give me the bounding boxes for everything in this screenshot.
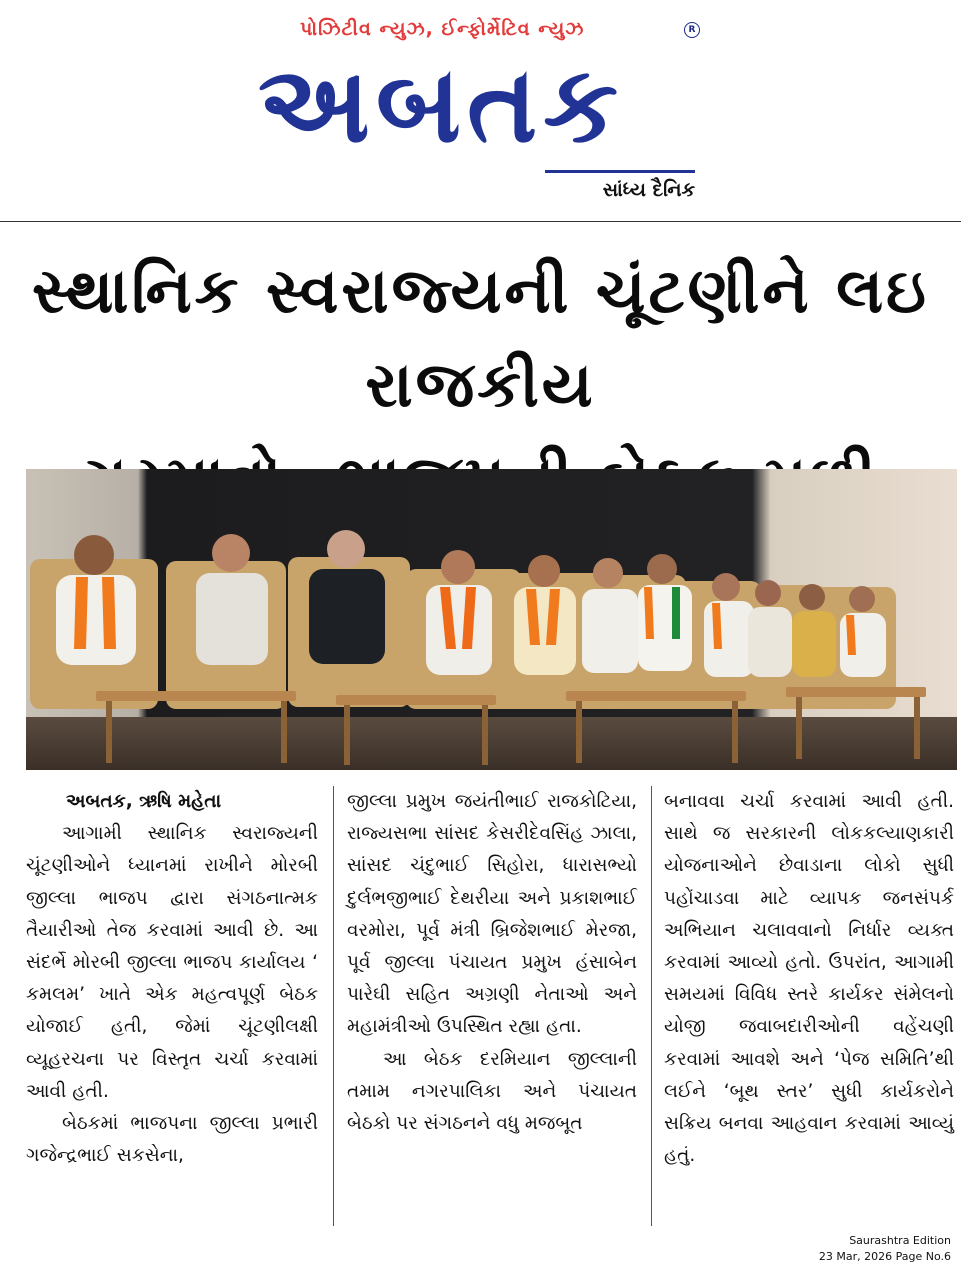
newspaper-logo: અબતક <box>258 43 625 166</box>
edition-info <box>819 1233 951 1265</box>
article-byline: અબતક, ઋષિ મહેતા <box>66 791 222 812</box>
headline-line-1: સ્થાનિક સ્વરાજ્યની ચૂંટણીને લઇ રાજકીય <box>32 254 929 421</box>
article-paragraph: બનાવવા ચર્ચા કરવામાં આવી હતી. સાથે જ સરકારની લોકકલ્યાણકારી યોજનાઓને છેવાડાના લોકો સુધી પહોંચાડવા માટે વ્યાપક જનસંપર્ક અભિયાન ચલાવવાનો નિર્ધાર વ્યક્ત કરવામાં આવ્યો હતો. ઉપરાંત, આગામી સમયમાં વિવિધ સ્તરે કાર્યકર સંમેલનો યોજી જવાબદારીઓની વહેંચણી કરવામાં આવશે અને ‘પેજ સમિતિ’થી લઈને ‘બૂથ સ્તર’ સુધી કાર્યકરોને સક્રિય બનવા આહવાન કરવામાં આવ્યું હતું. <box>664 791 954 1167</box>
article-column-3 <box>664 786 954 1172</box>
masthead-tagline: પોઝિટીવ ન્યુઝ, ઈન્ફોર્મેટિવ ન્યુઝ <box>300 18 585 40</box>
article-paragraph: જીલ્લા પ્રમુખ જયંતીભાઈ રાજકોટિયા, રાજ્યસભા સાંસદ કેસરીદેવસિંહ ઝાલા, સાંસદ ચંદુભાઈ સિહોરા, ધારાસભ્યો દુર્લભજીભાઈ દેથરીયા અને પ્રકાશભાઈ વરમોરા, પૂર્વ મંત્રી બ્રિજેશભાઈ મેરજા, પૂર્વ જીલ્લા પંચાયત પ્રમુખ હંસાબેન પારેઘી સહિત અગ્રણી નેતાઓ અને મહામંત્રીઓ ઉપસ્થિત રહ્યા હતા. <box>347 791 637 1038</box>
edition-date-page: 23 Mar, 2026 Page No.6 <box>818 1250 951 1263</box>
registered-mark-icon: R <box>684 22 700 38</box>
masthead-subtitle-block <box>545 170 695 213</box>
edition-name: Saurashtra Edition <box>849 1234 951 1247</box>
column-divider <box>333 786 334 1226</box>
article-paragraph: આ બેઠક દરમિયાન જીલ્લાની તમામ નગરપાલિકા અને પંચાયત બેઠકો પર સંગઠનને વધુ મજબૂત <box>347 1048 637 1135</box>
column-divider <box>651 786 652 1226</box>
article-paragraph: બેઠકમાં ભાજપના જીલ્લા પ્રભારી ગજેન્દ્રભાઈ સકસેના, <box>26 1113 318 1167</box>
article-column-1 <box>26 786 318 1172</box>
masthead-divider <box>0 221 961 222</box>
article-photo <box>26 469 957 770</box>
masthead-subtitle: સાંધ્ય દૈનિક <box>602 179 695 201</box>
article-column-2 <box>347 786 637 1140</box>
article-paragraph: આગામી સ્થાનિક સ્વરાજ્યની ચૂંટણીઓને ધ્યાનમાં રાખીને મોરબી જીલ્લા ભાજપ દ્વારા સંગઠનાત્મક તૈયારીઓ તેજ કરવામાં આવી છે. આ સંદર્ભે મોરબી જીલ્લા ભાજપ કાર્યાલય ‘ કમલમ’ ખાતે એક મહત્વપૂર્ણ બેઠક યોજાઈ હતી, જેમાં ચૂંટણીલક્ષી વ્યૂહરચના પર વિસ્તૃત ચર્ચા કરવામાં આવી હતી. <box>26 823 318 1102</box>
